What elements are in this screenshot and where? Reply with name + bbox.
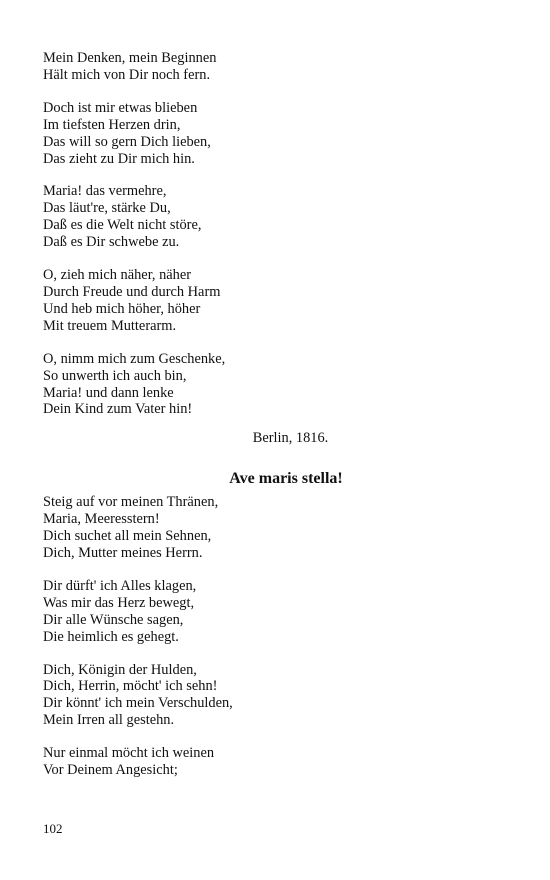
- verse-line: Das will so gern Dich lieben,: [43, 133, 211, 150]
- verse-line: Doch ist mir etwas blieben: [43, 99, 198, 116]
- verse-line: So unwerth ich auch bin,: [43, 367, 187, 384]
- verse-line: Daß es Dir schwebe zu.: [43, 234, 180, 251]
- verse-line: Nur einmal möcht ich weinen: [43, 745, 215, 762]
- verse-line: Dich suchet all mein Sehnen,: [43, 528, 212, 545]
- verse-line: Maria! und dann lenke: [43, 384, 174, 401]
- page-text: [43, 50, 503, 795]
- verse-line: Durch Freude und durch Harm: [43, 283, 221, 300]
- verse-line: Und heb mich höher, höher: [43, 300, 201, 317]
- verse-line: Dir alle Wünsche sagen,: [43, 611, 184, 628]
- poem2-title: Ave maris stella!: [229, 470, 343, 488]
- verse-line: Dich, Königin der Hulden,: [43, 661, 197, 678]
- poem2-stanza-3: [43, 662, 503, 730]
- poem1-stanza-1: [43, 50, 503, 84]
- verse-line: Mein Denken, mein Beginnen: [43, 50, 217, 66]
- verse-line: Dich, Herrin, möcht' ich sehn!: [43, 678, 218, 695]
- verse-line: Dein Kind zum Vater hin!: [43, 401, 193, 418]
- verse-line: Vor Deinem Angesicht;: [43, 762, 178, 779]
- poem1-stanza-3: [43, 183, 503, 251]
- verse-line: Hält mich von Dir noch fern.: [43, 66, 211, 83]
- verse-line: Mein Irren all gestehn.: [43, 712, 175, 729]
- verse-line: Dich, Mutter meines Herrn.: [43, 545, 203, 562]
- poem2-stanza-4: [43, 745, 503, 779]
- verse-line: Daß es die Welt nicht störe,: [43, 217, 202, 234]
- verse-line: Mit treuem Mutterarm.: [43, 317, 177, 334]
- poem1-stanza-5: [43, 351, 503, 419]
- verse-line: Im tiefsten Herzen drin,: [43, 116, 181, 133]
- verse-line: Maria, Meeresstern!: [43, 511, 160, 528]
- verse-line: Dir könnt' ich mein Verschulden,: [43, 695, 233, 712]
- poem1-stanza-2: [43, 100, 503, 168]
- verse-line: Die heimlich es gehegt.: [43, 628, 179, 645]
- poem1-place-date: Berlin, 1816.: [252, 430, 329, 447]
- verse-line: Maria! das vermehre,: [43, 183, 167, 200]
- verse-line: Das läut're, stärke Du,: [43, 200, 171, 217]
- verse-line: O, zieh mich näher, näher: [43, 267, 192, 284]
- verse-line: Dir dürft' ich Alles klagen,: [43, 577, 197, 594]
- poem1-stanza-4: [43, 267, 503, 335]
- verse-line: Das zieht zu Dir mich hin.: [43, 150, 195, 167]
- verse-line: Steig auf vor meinen Thränen,: [43, 494, 219, 511]
- page-number: 102: [43, 821, 63, 836]
- poem2-stanza-1: [43, 494, 503, 562]
- verse-line: O, nimm mich zum Geschenke,: [43, 350, 226, 367]
- verse-line: Was mir das Herz bewegt,: [43, 594, 195, 611]
- poem2-stanza-2: [43, 578, 503, 646]
